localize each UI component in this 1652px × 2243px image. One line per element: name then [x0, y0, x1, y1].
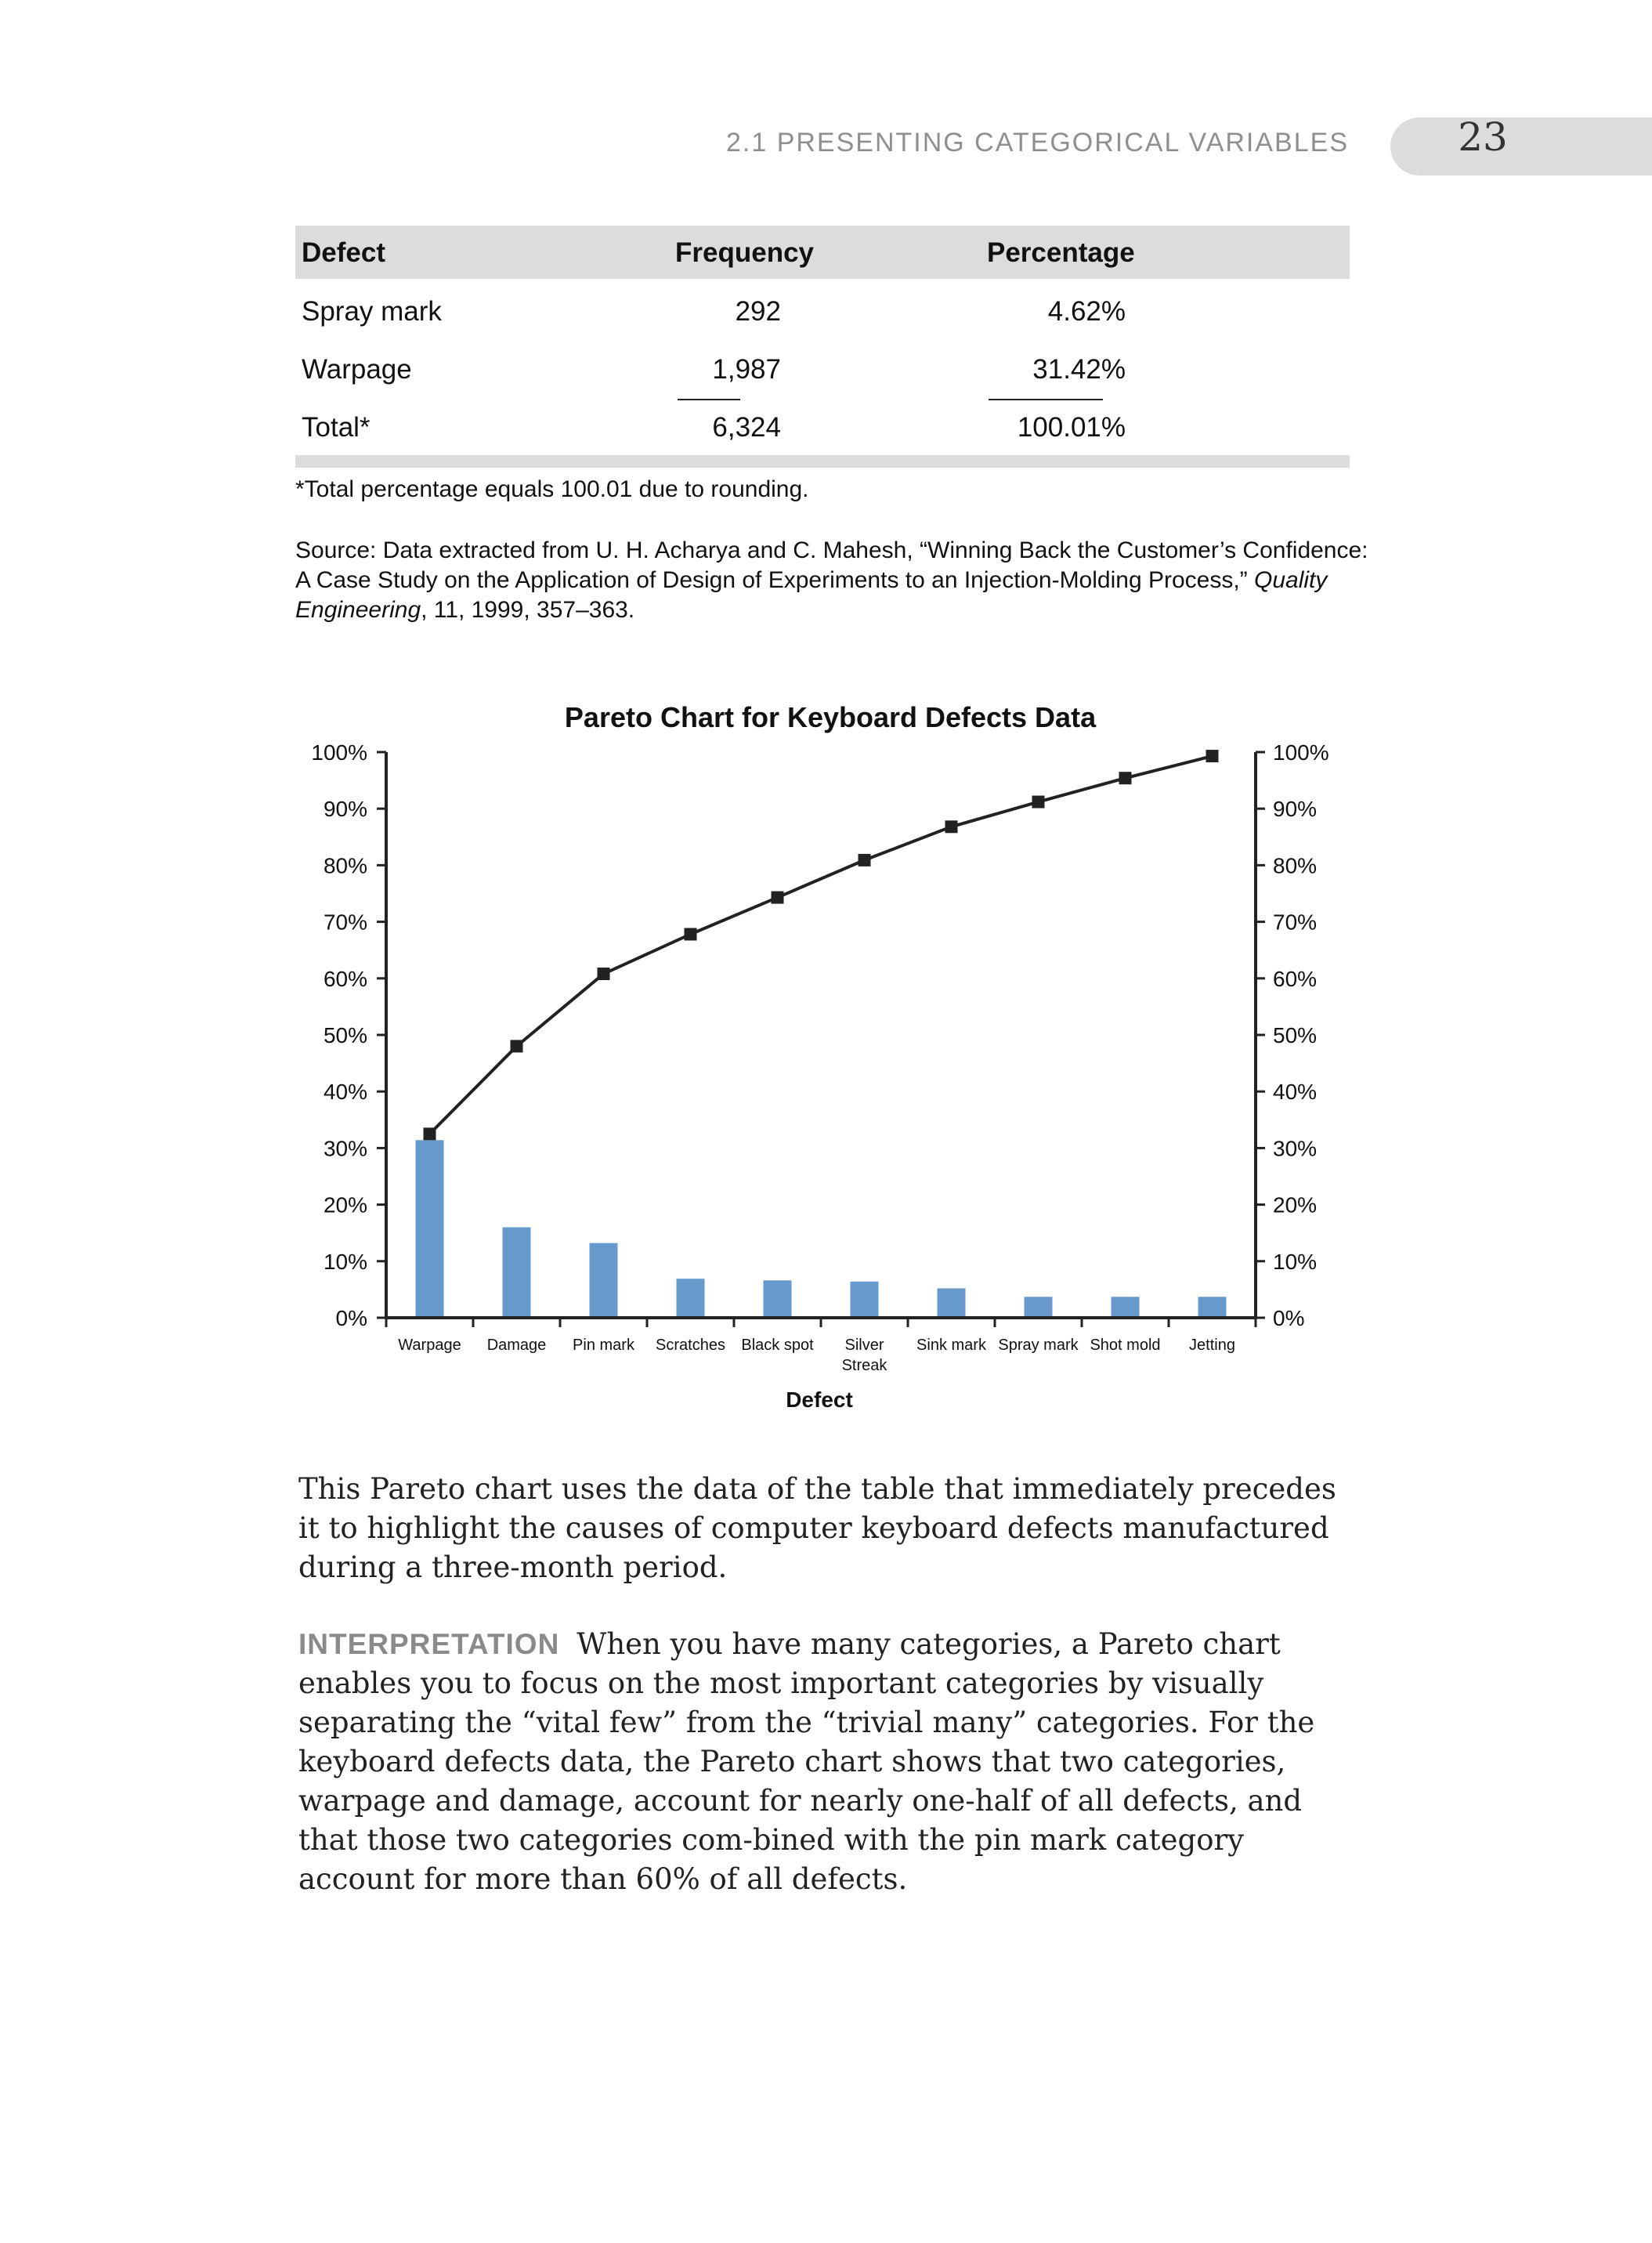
source-text-end: , 11, 1999, 357–363.	[421, 597, 635, 623]
right-tick-label: 80%	[1273, 853, 1318, 878]
left-tick-label: 40%	[323, 1080, 367, 1105]
interpretation-label: INTERPRETATION	[298, 1628, 560, 1660]
right-tick-label: 60%	[1273, 966, 1318, 991]
header-frequency: Frequency	[675, 237, 814, 268]
right-tick-label: 20%	[1273, 1192, 1318, 1217]
left-tick-label: 0%	[335, 1306, 367, 1330]
bar	[1112, 1297, 1140, 1318]
right-tick-label: 10%	[1273, 1249, 1318, 1274]
pareto-chart	[282, 689, 1363, 1438]
right-tick-label: 100%	[1273, 740, 1329, 765]
cell-percentage: 100.01%	[1017, 412, 1126, 443]
bar	[677, 1279, 705, 1318]
cell-frequency: 6,324	[712, 412, 781, 443]
x-tick-label: Scratches	[656, 1337, 725, 1354]
cell-defect: Spray mark	[302, 296, 442, 327]
cell-percentage: 4.62%	[1047, 296, 1126, 327]
right-tick-label: 70%	[1273, 910, 1318, 935]
x-tick-label: Damage	[486, 1337, 547, 1354]
x-tick-label: Sink mark	[916, 1337, 986, 1354]
table-bottom-band	[295, 455, 1350, 468]
interpretation-text: When you have many categories, a Pareto chart enables you to focus on the most important categories by visually separating the “vital few” from the “trivial many” categories. For the keyboard defects data, the Pareto chart shows that two categories, warpage and damage, account for nearly one-half of all defects, and that those two categories com-bined with the pin mark category account for more than 60% of all defects.	[298, 1627, 1315, 1896]
left-tick-label: 80%	[323, 853, 367, 878]
header-percentage: Percentage	[987, 237, 1135, 268]
x-tick-label: Shot mold	[1090, 1337, 1161, 1354]
left-tick-label: 30%	[323, 1136, 367, 1161]
right-tick-label: 30%	[1273, 1136, 1318, 1161]
page-number: 23	[1458, 114, 1508, 160]
left-tick-label: 20%	[323, 1192, 367, 1217]
cell-defect: Total*	[302, 412, 371, 443]
left-tick-label: 70%	[323, 910, 367, 935]
table-row	[295, 337, 1350, 395]
bar	[416, 1140, 444, 1318]
right-tick-label: 50%	[1273, 1023, 1318, 1047]
line-marker	[1119, 772, 1132, 784]
header-defect: Defect	[302, 237, 385, 268]
line-marker	[859, 854, 871, 866]
left-tick-label: 90%	[323, 797, 367, 822]
bar	[851, 1282, 879, 1318]
source-text: Source: Data extracted from U. H. Acharya and C. Mahesh, “Winning Back the Customer’s Confidence: A Case Study on the Application of Design of Experiments to an Injection-Molding Process,”	[295, 537, 1368, 593]
cumulative-line-path	[430, 756, 1213, 1134]
line-marker	[511, 1040, 523, 1052]
cell-frequency: 1,987	[712, 354, 781, 385]
subtotal-rule	[989, 399, 1103, 400]
x-tick-label: Silver Streak	[841, 1337, 887, 1374]
line-marker	[424, 1127, 436, 1140]
left-tick-label: 50%	[323, 1023, 367, 1047]
paragraph: This Pareto chart uses the data of the table that immediately precedes it to highlight the causes of computer keyboard defects manufactured during a three-month period.	[298, 1472, 1336, 1584]
defects-table	[295, 226, 1350, 453]
source-note	[295, 536, 1368, 625]
x-axis	[386, 1318, 1256, 1374]
subtotal-rule	[678, 399, 740, 400]
bar	[1025, 1297, 1053, 1318]
cell-defect: Warpage	[302, 354, 412, 385]
chart-title: Pareto Chart for Keyboard Defects Data	[564, 701, 1097, 733]
bar-series	[416, 1140, 1227, 1318]
x-axis-title: Defect	[786, 1387, 853, 1412]
left-axis	[311, 740, 386, 1330]
page-number-tab	[1390, 118, 1652, 175]
table-footnote: *Total percentage equals 100.01 due to rounding.	[295, 476, 809, 502]
bar	[1198, 1297, 1227, 1318]
table-header	[295, 226, 1350, 279]
line-marker	[945, 820, 958, 833]
cell-frequency: 292	[735, 296, 781, 327]
bar	[590, 1243, 618, 1318]
line-marker	[685, 928, 697, 940]
right-axis	[1256, 740, 1329, 1330]
bar	[503, 1227, 531, 1318]
x-tick-label: Black spot	[741, 1337, 814, 1354]
bar	[938, 1288, 966, 1318]
running-head: 2.1 PRESENTING CATEGORICAL VARIABLES	[725, 128, 1349, 157]
left-tick-label: 100%	[311, 740, 367, 765]
pareto-chart-svg	[282, 689, 1363, 1434]
x-tick-label: Spray mark	[998, 1337, 1079, 1354]
table-row	[295, 279, 1350, 337]
cell-percentage: 31.42%	[1032, 354, 1126, 385]
bar	[764, 1280, 792, 1318]
x-tick-label: Pin mark	[573, 1337, 634, 1354]
x-tick-label: Warpage	[398, 1337, 461, 1354]
left-tick-label: 60%	[323, 966, 367, 991]
right-tick-label: 90%	[1273, 797, 1318, 822]
line-marker	[1032, 796, 1045, 809]
line-marker	[772, 892, 784, 904]
source-journal: Quality Engineering	[295, 567, 1328, 623]
table-row	[295, 395, 1350, 453]
interpretation-paragraph	[298, 1625, 1352, 1899]
line-marker	[1206, 750, 1219, 762]
x-tick-label: Jetting	[1189, 1337, 1235, 1354]
cumulative-line	[424, 750, 1219, 1140]
right-tick-label: 40%	[1273, 1080, 1318, 1105]
right-tick-label: 0%	[1273, 1306, 1305, 1330]
left-tick-label: 10%	[323, 1249, 367, 1274]
line-marker	[598, 968, 610, 980]
